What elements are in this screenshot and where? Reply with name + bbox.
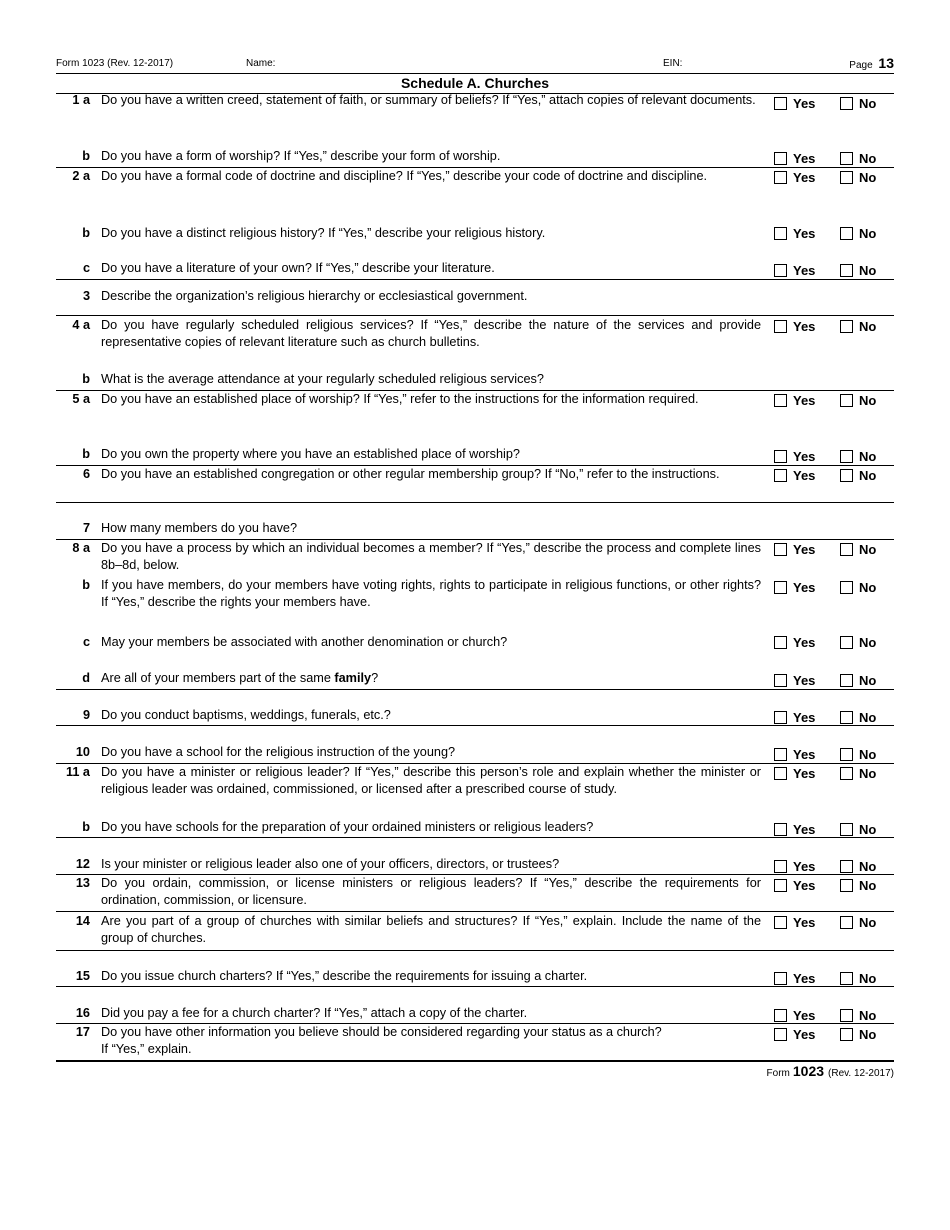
checkbox-square [774, 97, 787, 110]
question-number: c [82, 635, 90, 649]
yes-checkbox[interactable] [774, 541, 815, 558]
question-number: b [82, 372, 90, 386]
yes-label: Yes [793, 1027, 816, 1042]
no-checkbox[interactable] [840, 672, 876, 689]
checkbox-square [840, 581, 853, 594]
divider [56, 502, 894, 503]
question-number: 16 [75, 1006, 90, 1020]
no-label: No [859, 170, 877, 185]
divider [56, 911, 894, 912]
checkbox-square [774, 264, 787, 277]
checkbox-square [840, 636, 853, 649]
schedule-title: Schedule A. Churches [400, 75, 550, 91]
question-number: b [82, 226, 90, 240]
question-text: Do you have schools for the preparation of your ordained ministers or religious leaders? [101, 820, 594, 834]
form-footer [767, 1063, 894, 1079]
checkbox-square [774, 394, 787, 407]
yes-label: Yes [793, 449, 816, 464]
question-text: Do you ordain, commission, or license ministers or religious leaders? If “Yes,” describe the requirements for ordination, commission, or licensure. [101, 876, 761, 907]
question-number: 9 [82, 708, 90, 722]
question-text: Do you have a process by which an individual becomes a member? If “Yes,” describe the process and complete lines 8b–8d, below. [101, 541, 761, 572]
no-checkbox[interactable] [840, 634, 876, 651]
question-text: Do you have regularly scheduled religious services? If “Yes,” describe the nature of the services and provide representative copies of relevant literature such as church bulletins. [101, 318, 761, 349]
question-text-line: If “Yes,” explain. [101, 1042, 192, 1056]
checkbox-square [840, 469, 853, 482]
question-text-line: Do you have other information you believe should be considered regarding your status as a church? [101, 1025, 662, 1039]
checkbox-square [840, 674, 853, 687]
yes-checkbox[interactable] [774, 1007, 815, 1024]
no-label: No [859, 859, 877, 874]
question-text: Do you own the property where you have an established place of worship? [101, 447, 520, 461]
checkbox-square [774, 636, 787, 649]
no-checkbox[interactable] [840, 169, 876, 186]
yes-checkbox[interactable] [774, 150, 815, 167]
yes-checkbox[interactable] [774, 225, 815, 242]
checkbox-square [840, 450, 853, 463]
question-text: Do you conduct baptisms, weddings, funerals, etc.? [101, 708, 391, 722]
form-bottom-rule [56, 1060, 894, 1062]
yes-label: Yes [793, 393, 816, 408]
question-number: 11 a [66, 765, 90, 779]
checkbox-square [774, 823, 787, 836]
divider [56, 950, 894, 951]
checkbox-square [840, 823, 853, 836]
no-checkbox[interactable] [840, 1007, 876, 1024]
checkbox-square [840, 152, 853, 165]
question-number: 1 a [72, 93, 90, 107]
yes-checkbox[interactable] [774, 914, 815, 931]
checkbox-square [774, 469, 787, 482]
yes-label: Yes [793, 915, 816, 930]
no-checkbox[interactable] [840, 448, 876, 465]
checkbox-square [840, 860, 853, 873]
checkbox-square [774, 860, 787, 873]
no-label: No [859, 673, 877, 688]
no-label: No [859, 468, 877, 483]
yes-label: Yes [793, 468, 816, 483]
yes-label: Yes [793, 710, 816, 725]
checkbox-square [840, 767, 853, 780]
no-checkbox[interactable] [840, 914, 876, 931]
question-text: Do you have a minister or religious leader? If “Yes,” describe this person’s role and explain whether the minister or religious leader was ordained, commissioned, or licensed after a prescribed course of study. [101, 765, 761, 796]
no-checkbox[interactable] [840, 970, 876, 987]
checkbox-square [774, 152, 787, 165]
divider [56, 986, 894, 987]
yes-checkbox[interactable] [774, 262, 815, 279]
checkbox-square [774, 916, 787, 929]
no-checkbox[interactable] [840, 392, 876, 409]
question-text: Do you have a literature of your own? If “Yes,” describe your literature. [101, 261, 495, 275]
question-text: Do you have an established congregation or other regular membership group? If “No,” refer to the instructions. [101, 467, 720, 481]
question-text: Are you part of a group of churches with similar beliefs and structures? If “Yes,” explain. Include the name of the group of churches. [101, 914, 761, 945]
no-checkbox[interactable] [840, 858, 876, 875]
no-label: No [859, 226, 877, 241]
no-checkbox[interactable] [840, 877, 876, 894]
yes-label: Yes [793, 170, 816, 185]
no-label: No [859, 747, 877, 762]
question-number: b [82, 578, 90, 592]
yes-label: Yes [793, 263, 816, 278]
question-text: What is the average attendance at your regularly scheduled religious services? [101, 372, 544, 386]
checkbox-square [840, 97, 853, 110]
no-label: No [859, 822, 877, 837]
no-label: No [859, 319, 877, 334]
question-text: If you have members, do your members have voting rights, rights to participate in religious functions, or other rights? If “Yes,” describe the rights your members have. [101, 578, 761, 609]
yes-label: Yes [793, 859, 816, 874]
yes-label: Yes [793, 96, 816, 111]
yes-label: Yes [793, 822, 816, 837]
checkbox-square [774, 450, 787, 463]
yes-label: Yes [793, 580, 816, 595]
no-label: No [859, 1027, 877, 1042]
question-text: Do you issue church charters? If “Yes,” describe the requirements for issuing a charter. [101, 969, 588, 983]
no-checkbox[interactable] [840, 1026, 876, 1043]
checkbox-square [840, 1009, 853, 1022]
question-number: 2 a [72, 169, 90, 183]
yes-checkbox[interactable] [774, 1026, 815, 1043]
question-text: Is your minister or religious leader also one of your officers, directors, or trustees? [101, 857, 560, 871]
no-label: No [859, 393, 877, 408]
yes-label: Yes [793, 878, 816, 893]
no-checkbox[interactable] [840, 95, 876, 112]
ein-label: EIN: [663, 58, 683, 69]
yes-checkbox[interactable] [774, 709, 815, 726]
divider [56, 837, 894, 838]
checkbox-square [840, 879, 853, 892]
question-number: d [82, 671, 90, 685]
page-number: 13 [878, 55, 894, 71]
no-label: No [859, 1008, 877, 1023]
question-number: 7 [82, 521, 90, 535]
page-label: Page [849, 60, 873, 71]
no-checkbox[interactable] [840, 225, 876, 242]
yes-label: Yes [793, 226, 816, 241]
checkbox-square [840, 394, 853, 407]
divider [56, 689, 894, 690]
checkbox-square [840, 320, 853, 333]
question-text-part: ? [371, 671, 379, 685]
checkbox-square [774, 767, 787, 780]
checkbox-square [774, 674, 787, 687]
no-label: No [859, 542, 877, 557]
yes-checkbox[interactable] [774, 877, 815, 894]
question-text: How many members do you have? [101, 521, 298, 535]
no-checkbox[interactable] [840, 262, 876, 279]
checkbox-square [840, 543, 853, 556]
question-text [101, 670, 761, 687]
question-text: Do you have an established place of worship? If “Yes,” refer to the instructions for the information required. [101, 392, 699, 406]
question-text: Describe the organization’s religious hierarchy or ecclesiastical government. [101, 289, 528, 303]
checkbox-square [774, 581, 787, 594]
yes-checkbox[interactable] [774, 318, 815, 335]
yes-label: Yes [793, 766, 816, 781]
question-number: 3 [82, 289, 90, 303]
question-number: 17 [75, 1025, 90, 1039]
no-checkbox[interactable] [840, 467, 876, 484]
question-text: Do you have a form of worship? If “Yes,” describe your form of worship. [101, 149, 501, 163]
yes-checkbox[interactable] [774, 579, 815, 596]
no-checkbox[interactable] [840, 541, 876, 558]
checkbox-square [774, 879, 787, 892]
question-number: 6 [82, 467, 90, 481]
yes-checkbox[interactable] [774, 95, 815, 112]
no-checkbox[interactable] [840, 150, 876, 167]
question-number: 5 a [72, 392, 90, 406]
checkbox-square [840, 711, 853, 724]
checkbox-square [774, 1009, 787, 1022]
yes-label: Yes [793, 673, 816, 688]
no-label: No [859, 449, 877, 464]
divider [56, 279, 894, 280]
question-text: Do you have a school for the religious instruction of the young? [101, 745, 456, 759]
question-number: 14 [75, 914, 90, 928]
title-rule [56, 73, 894, 74]
yes-checkbox[interactable] [774, 634, 815, 651]
yes-label: Yes [793, 151, 816, 166]
no-label: No [859, 151, 877, 166]
question-number: b [82, 149, 90, 163]
question-number: b [82, 447, 90, 461]
no-checkbox[interactable] [840, 765, 876, 782]
checkbox-square [774, 748, 787, 761]
checkbox-square [774, 972, 787, 985]
no-checkbox[interactable] [840, 746, 876, 763]
no-label: No [859, 915, 877, 930]
defined-term[interactable]: family [334, 671, 372, 685]
form-id: Form 1023 (Rev. 12-2017) [56, 58, 174, 69]
checkbox-square [774, 1028, 787, 1041]
no-label: No [859, 710, 877, 725]
question-number: 12 [75, 857, 90, 871]
no-label: No [859, 580, 877, 595]
question-number: 15 [75, 969, 90, 983]
yes-checkbox[interactable] [774, 765, 815, 782]
footer-form-number: 1023 [792, 1063, 825, 1079]
checkbox-square [840, 171, 853, 184]
no-checkbox[interactable] [840, 318, 876, 335]
question-number: 4 a [72, 318, 90, 332]
divider [56, 315, 894, 316]
checkbox-square [774, 227, 787, 240]
checkbox-square [774, 171, 787, 184]
checkbox-square [840, 972, 853, 985]
name-label: Name: [246, 58, 276, 69]
footer-form-label: Form [766, 1068, 790, 1079]
no-checkbox[interactable] [840, 709, 876, 726]
no-label: No [859, 766, 877, 781]
no-checkbox[interactable] [840, 821, 876, 838]
no-label: No [859, 971, 877, 986]
yes-checkbox[interactable] [774, 821, 815, 838]
yes-checkbox[interactable] [774, 467, 815, 484]
no-checkbox[interactable] [840, 579, 876, 596]
question-text: Do you have a distinct religious history? If “Yes,” describe your religious history. [101, 226, 546, 240]
yes-checkbox[interactable] [774, 169, 815, 186]
question-text-part: Are all of your members part of the same [101, 671, 335, 685]
question-number: b [82, 820, 90, 834]
page-indicator [849, 55, 894, 71]
question-number: c [82, 261, 90, 275]
checkbox-square [840, 264, 853, 277]
yes-checkbox[interactable] [774, 448, 815, 465]
yes-label: Yes [793, 635, 816, 650]
checkbox-square [774, 320, 787, 333]
checkbox-square [840, 748, 853, 761]
checkbox-square [774, 711, 787, 724]
question-text [101, 1024, 761, 1058]
checkbox-square [840, 227, 853, 240]
question-text: Did you pay a fee for a church charter? If “Yes,” attach a copy of the charter. [101, 1006, 528, 1020]
no-label: No [859, 263, 877, 278]
yes-label: Yes [793, 1008, 816, 1023]
checkbox-square [774, 543, 787, 556]
question-number: 8 a [72, 541, 90, 555]
question-text: Do you have a written creed, statement of faith, or summary of beliefs? If “Yes,” attach copies of relevant documents. [101, 93, 756, 107]
yes-label: Yes [793, 747, 816, 762]
question-number: 13 [75, 876, 90, 890]
yes-label: Yes [793, 542, 816, 557]
question-number: 10 [75, 745, 90, 759]
yes-label: Yes [793, 319, 816, 334]
yes-checkbox[interactable] [774, 858, 815, 875]
no-label: No [859, 878, 877, 893]
form-header [56, 57, 894, 71]
no-label: No [859, 635, 877, 650]
checkbox-square [840, 1028, 853, 1041]
divider [56, 725, 894, 726]
checkbox-square [840, 916, 853, 929]
yes-label: Yes [793, 971, 816, 986]
question-text: May your members be associated with another denomination or church? [101, 635, 508, 649]
question-text: Do you have a formal code of doctrine and discipline? If “Yes,” describe your code of doctrine and discipline. [101, 169, 708, 183]
footer-revision: (Rev. 12-2017) [828, 1068, 894, 1079]
yes-checkbox[interactable] [774, 392, 815, 409]
no-label: No [859, 96, 877, 111]
yes-checkbox[interactable] [774, 672, 815, 689]
yes-checkbox[interactable] [774, 746, 815, 763]
yes-checkbox[interactable] [774, 970, 815, 987]
